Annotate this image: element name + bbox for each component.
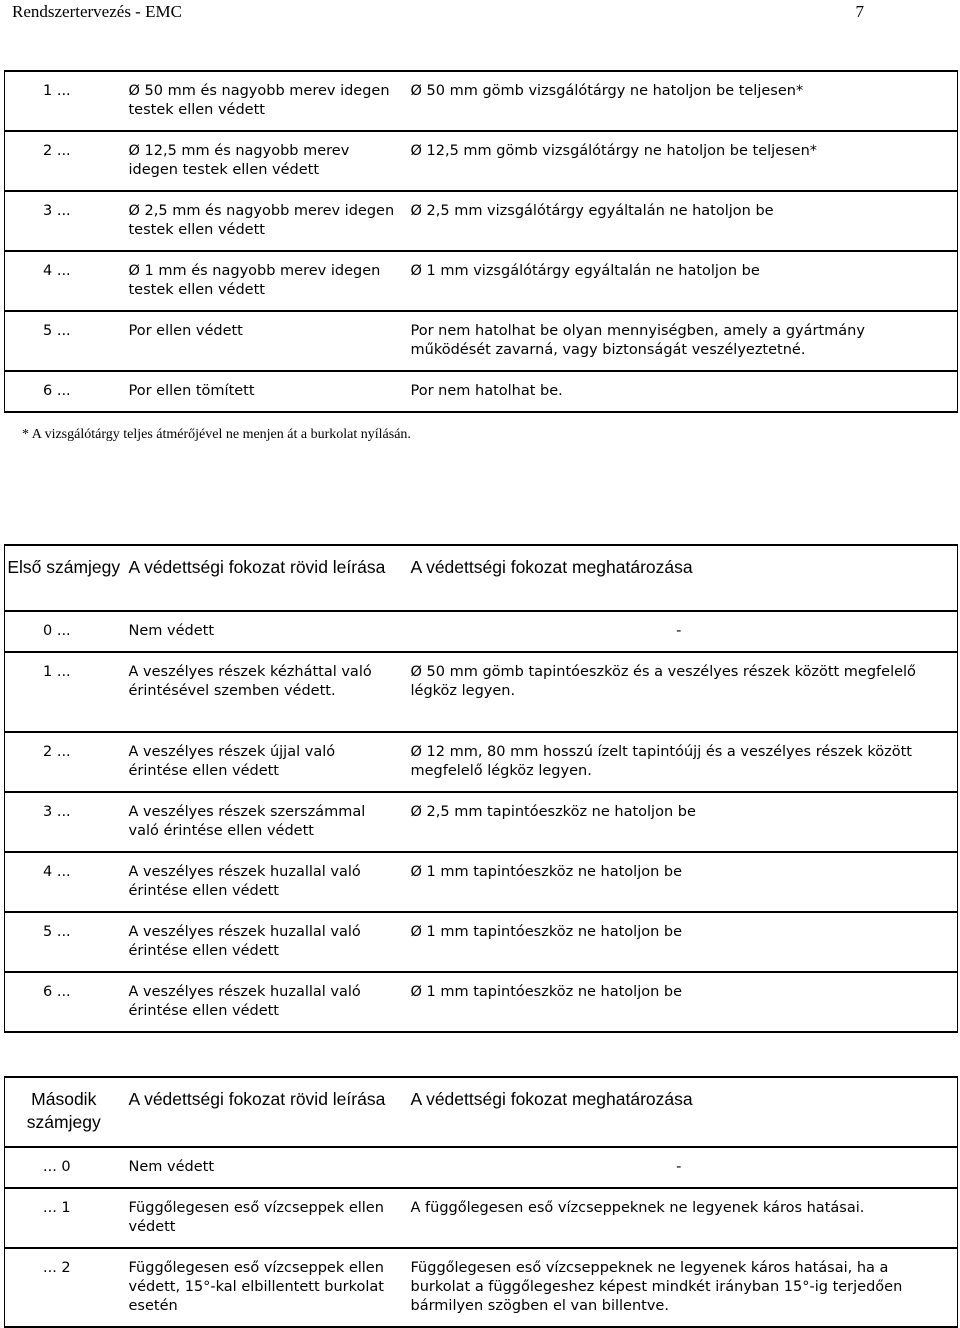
table-row [5,131,958,191]
definition-cell: Ø 12 mm, 80 mm hosszú ízelt tapintóújj és a veszélyes részek között megfelelő légköz legyen. [403,732,958,792]
definition-cell: Ø 50 mm gömb tapintóeszköz és a veszélyes részek között megfelelő légköz legyen. [403,652,958,732]
digit-cell: ... 0 [5,1147,123,1188]
header-first-digit: Első számjegy [5,545,123,611]
definition-cell: Ø 2,5 mm tapintóeszköz ne hatoljon be [403,792,958,852]
digit-cell: 5 ... [5,311,123,371]
table-row [5,792,958,852]
first-digit-table [4,544,958,1033]
short-description-cell: Ø 1 mm és nagyobb merev idegen testek ellen védett [123,251,403,311]
table-row [5,1248,958,1327]
header-definition: A védettségi fokozat meghatározása [403,545,958,611]
short-description-cell: A veszélyes részek kézháttal való érintésével szemben védett. [123,652,403,732]
table-row [5,371,958,412]
header-second-digit: Második számjegy [5,1077,123,1147]
short-description-cell: Por ellen tömített [123,371,403,412]
short-description-cell: Ø 50 mm és nagyobb merev idegen testek ellen védett [123,71,403,131]
table-row [5,191,958,251]
definition-cell: Por nem hatolhat be olyan mennyiségben, amely a gyártmány működését zavarná, vagy biztonságát veszélyeztetné. [403,311,958,371]
definition-cell: Ø 1 mm tapintóeszköz ne hatoljon be [403,852,958,912]
definition-cell: - [403,1147,958,1188]
digit-cell: 0 ... [5,611,123,652]
header-short-description: A védettségi fokozat rövid leírása [123,1077,403,1147]
footnote: * A vizsgálótárgy teljes átmérőjével ne menjen át a burkolat nyílásán. [22,427,411,442]
short-description-cell: Függőlegesen eső vízcseppek ellen védett [123,1188,403,1248]
digit-cell: 5 ... [5,912,123,972]
table-header-row [5,545,958,611]
table-row [5,311,958,371]
definition-cell: Por nem hatolhat be. [403,371,958,412]
digit-cell: ... 1 [5,1188,123,1248]
table-row [5,852,958,912]
digit-cell: 6 ... [5,972,123,1032]
digit-cell: 4 ... [5,251,123,311]
table-header-row [5,1077,958,1147]
table-row [5,611,958,652]
table-row [5,652,958,732]
definition-cell: Ø 1 mm tapintóeszköz ne hatoljon be [403,972,958,1032]
definition-cell: Ø 1 mm vizsgálótárgy egyáltalán ne hatoljon be [403,251,958,311]
digit-cell: 6 ... [5,371,123,412]
digit-cell: 3 ... [5,792,123,852]
table-row [5,732,958,792]
definition-cell: Ø 50 mm gömb vizsgálótárgy ne hatoljon be teljesen* [403,71,958,131]
short-description-cell: Por ellen védett [123,311,403,371]
digit-cell: 1 ... [5,652,123,732]
page-header [12,0,948,26]
digit-cell: 4 ... [5,852,123,912]
short-description-cell: A veszélyes részek szerszámmal való érintése ellen védett [123,792,403,852]
definition-cell: A függőlegesen eső vízcseppeknek ne legyenek káros hatásai. [403,1188,958,1248]
digit-cell: 3 ... [5,191,123,251]
digit-cell: 1 ... [5,71,123,131]
short-description-cell: Nem védett [123,611,403,652]
definition-cell: Ø 1 mm tapintóeszköz ne hatoljon be [403,912,958,972]
short-description-cell: Függőlegesen eső vízcseppek ellen védett, 15°-kal elbillentett burkolat esetén [123,1248,403,1327]
table-row [5,71,958,131]
table-row [5,251,958,311]
table-row [5,972,958,1032]
digit-cell: 2 ... [5,732,123,792]
page-number: 7 [855,2,864,21]
short-description-cell: A veszélyes részek huzallal való érintése ellen védett [123,972,403,1032]
table-row [5,1188,958,1248]
digit-cell: ... 2 [5,1248,123,1327]
short-description-cell: Nem védett [123,1147,403,1188]
short-description-cell: A veszélyes részek újjal való érintése ellen védett [123,732,403,792]
short-description-cell: Ø 2,5 mm és nagyobb merev idegen testek ellen védett [123,191,403,251]
table-row [5,912,958,972]
document-title: Rendszertervezés - EMC [12,2,182,21]
definition-cell: Ø 12,5 mm gömb vizsgálótárgy ne hatoljon be teljesen* [403,131,958,191]
table-row [5,1147,958,1188]
digit-cell: 2 ... [5,131,123,191]
short-description-cell: A veszélyes részek huzallal való érintése ellen védett [123,852,403,912]
header-definition: A védettségi fokozat meghatározása [403,1077,958,1147]
definition-cell: Függőlegesen eső vízcseppeknek ne legyenek káros hatásai, ha a burkolat a függőlegeshez képest mindkét irányban 15°-ig terjedően bármilyen szögben el van billentve. [403,1248,958,1327]
definition-cell: Ø 2,5 mm vizsgálótárgy egyáltalán ne hatoljon be [403,191,958,251]
short-description-cell: Ø 12,5 mm és nagyobb merev idegen testek ellen védett [123,131,403,191]
definition-cell: - [403,611,958,652]
second-digit-table [4,1076,958,1328]
short-description-cell: A veszélyes részek huzallal való érintése ellen védett [123,912,403,972]
header-short-description: A védettségi fokozat rövid leírása [123,545,403,611]
first-digit-table-continued [4,70,958,413]
